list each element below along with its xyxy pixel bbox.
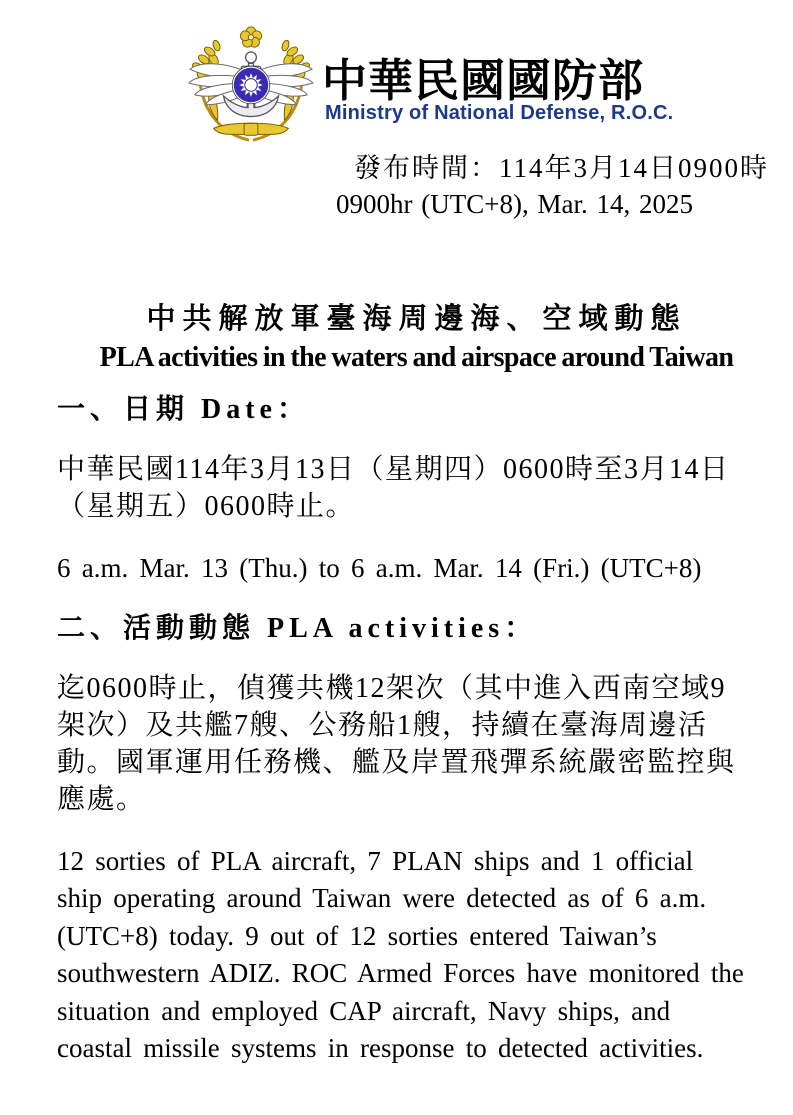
document-title-zh: 中共解放軍臺海周邊海、空域動態 xyxy=(146,303,687,335)
mnd-emblem-svg xyxy=(186,22,316,148)
ribbon-icon xyxy=(214,123,289,135)
section-date-body-zh: 中華民國114年3月13日（星期四）0600時至3月14日（星期五）0600時止。 xyxy=(57,454,730,522)
release-time-en: 0900hr (UTC+8), Mar. 14, 2025 xyxy=(336,189,693,219)
plum-blossom-icon xyxy=(240,27,261,47)
release-time-zh: 發布時間：114年3月14日0900時 xyxy=(354,153,769,183)
document-title-en: PLA activities in the waters and airspace around Taiwan xyxy=(99,342,734,373)
document-title xyxy=(57,296,776,374)
sun-disc-icon xyxy=(232,66,269,103)
section-date-body-en: 6 a.m. Mar. 13 (Thu.) to 6 a.m. Mar. 14 (Fri.) (UTC+8) xyxy=(57,553,702,583)
org-name-zh: 中華民國國防部 xyxy=(322,56,645,106)
section-date-heading: 一、日期 Date： xyxy=(57,394,310,425)
document-body xyxy=(57,394,749,1093)
section-activities-body-en: 12 sorties of PLA aircraft, 7 PLAN ships and 1 official ship operating around Taiwan were detected as of 6 a.m. (UTC+8) today. 9 out of 12 sorties entered Taiwan’s southwestern ADIZ. ROC Armed Forces have monitored the situation and employed CAP aircraft, Navy ships, and coastal missile systems in response to detected activities. xyxy=(57,845,744,1063)
section-activities-heading: 二、活動動態 PLA activities： xyxy=(57,612,538,644)
release-time-block xyxy=(336,150,769,222)
section-activities-body-zh: 迄0600時止，偵獲共機12架次（其中進入西南空域9架次）及共艦7艘、公務船1艘，持續在臺海周邊活動。國軍運用任務機、艦及岸置飛彈系統嚴密監控與應處。 xyxy=(57,672,736,815)
mnd-emblem-icon xyxy=(186,22,316,148)
org-name-en: Ministry of National Defense, R.O.C. xyxy=(325,102,674,124)
